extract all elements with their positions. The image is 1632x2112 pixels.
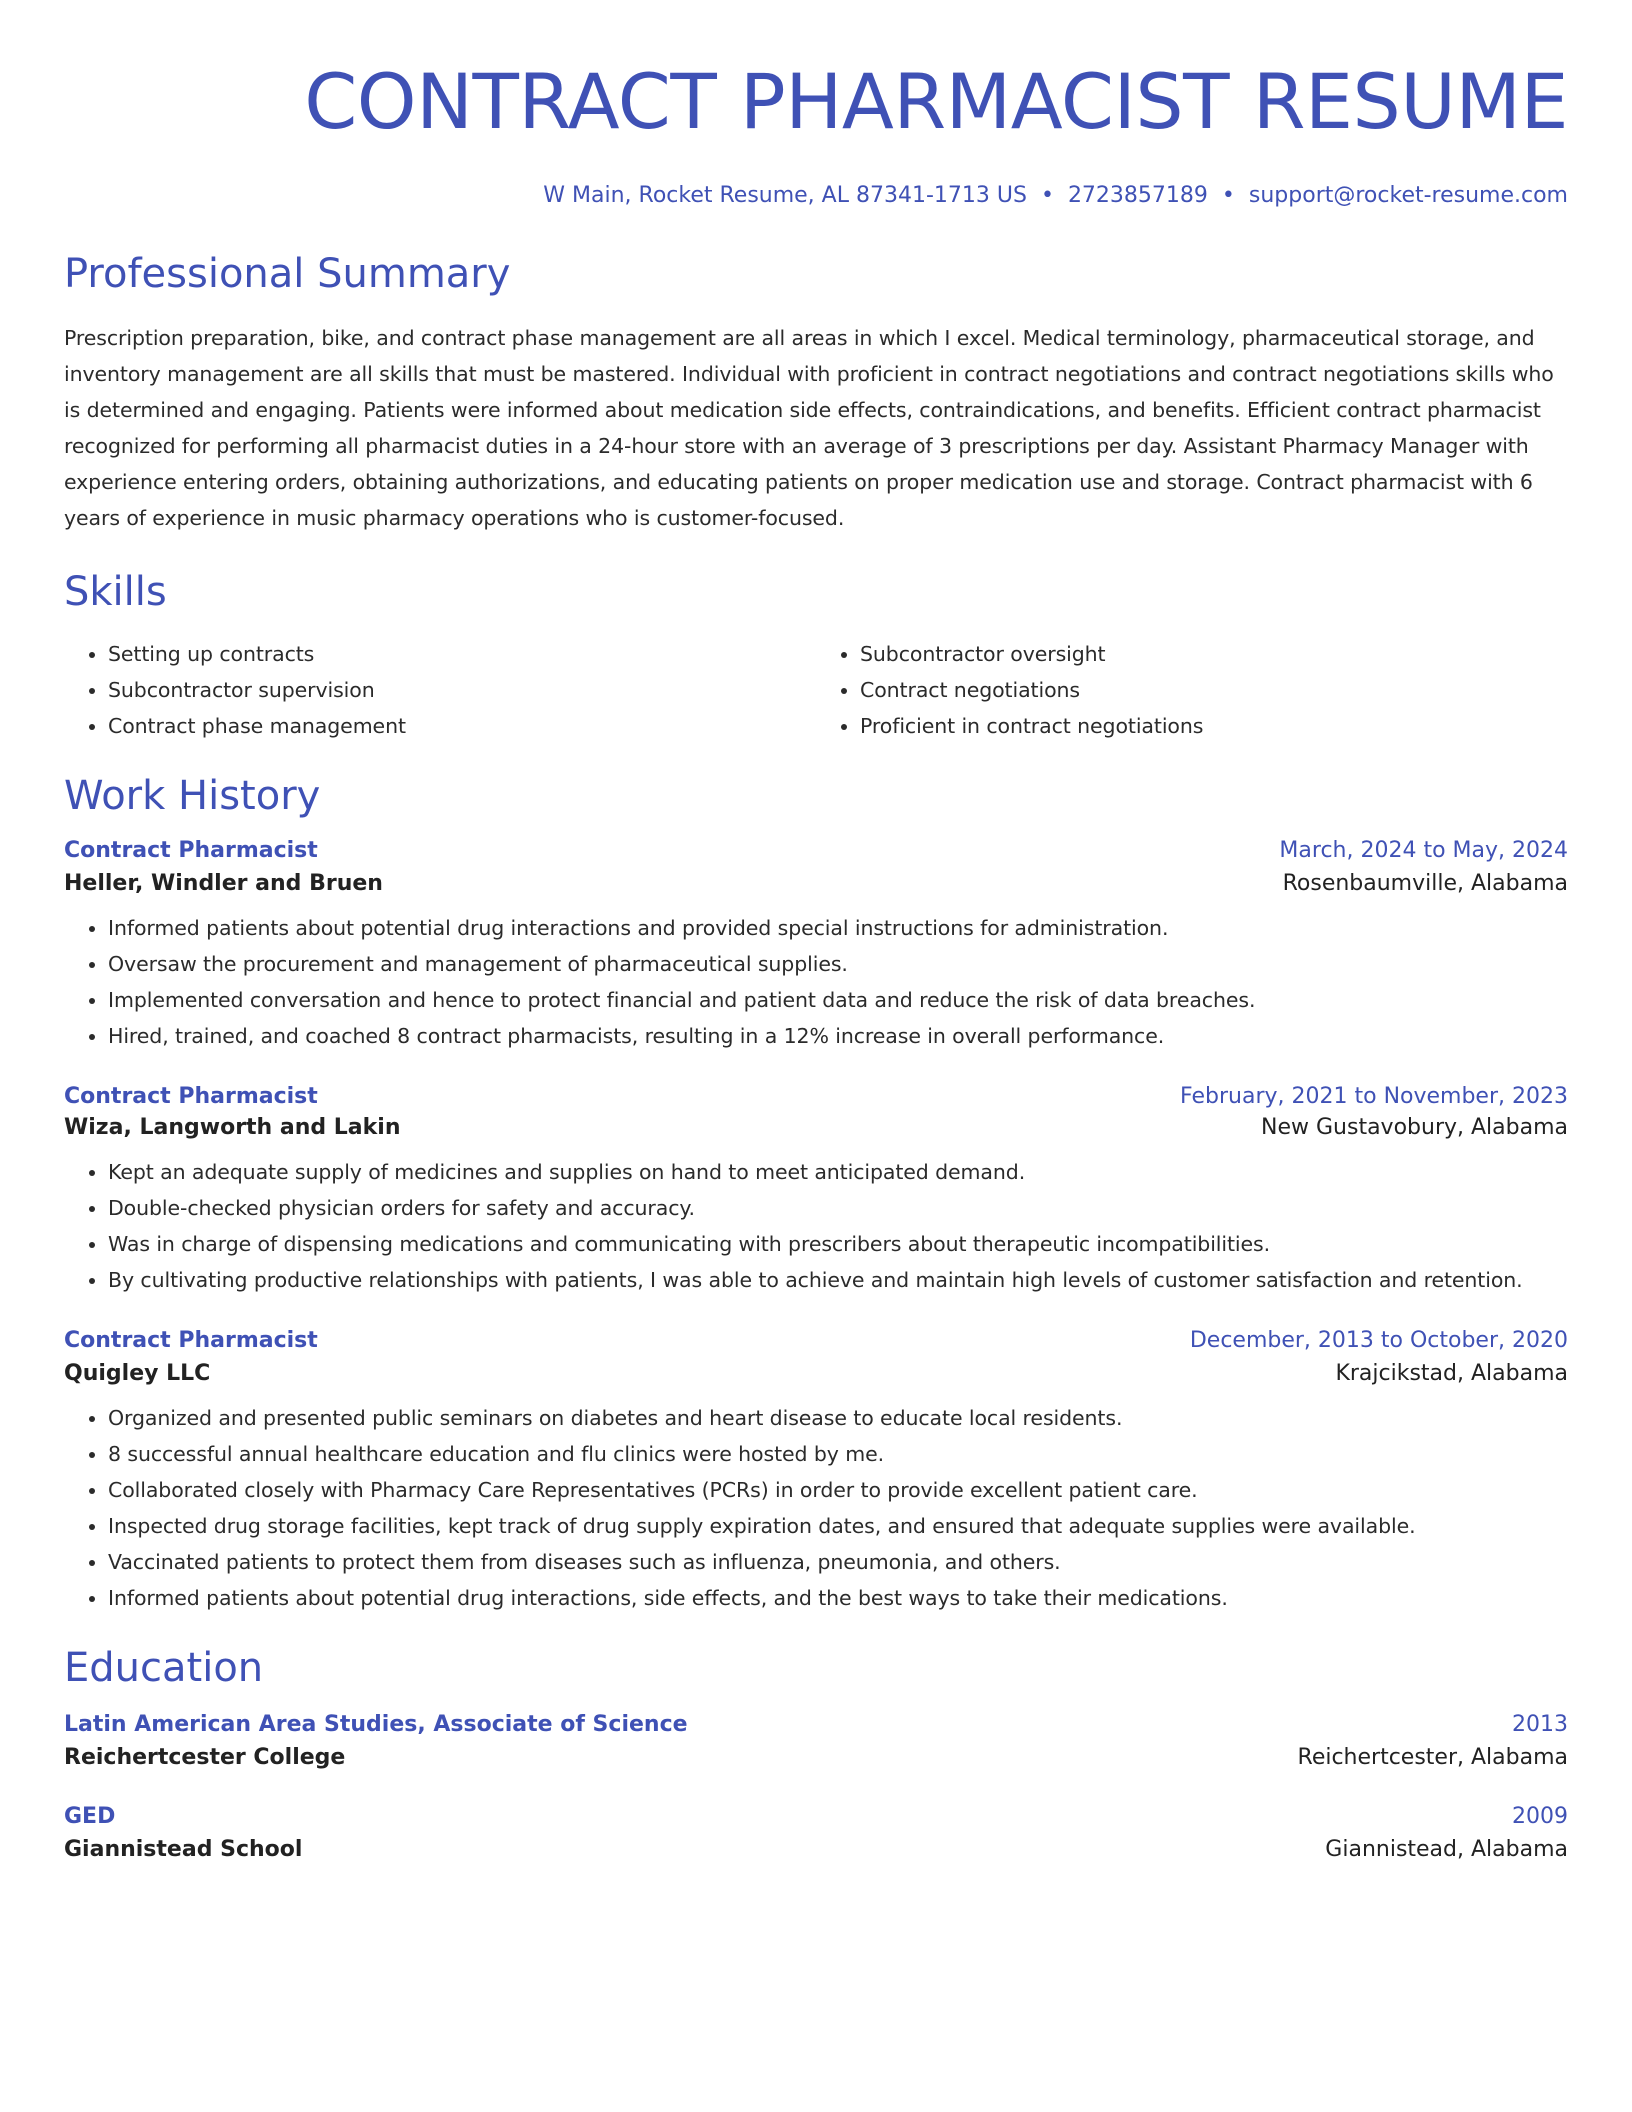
skill-item: • Subcontractor oversight	[860, 636, 1568, 672]
job-bullet: • Informed patients about potential drug interactions and provided special instructions for administration.	[108, 910, 1568, 946]
skills-heading: Skills	[64, 569, 167, 615]
skill-item: • Proficient in contract negotiations	[860, 708, 1568, 744]
job-bullet: • By cultivating productive relationships with patients, I was able to achieve and maintain high levels of customer satisfaction and retention.	[108, 1262, 1568, 1298]
job-location: New Gustavobury, Alabama	[1261, 1115, 1568, 1140]
skills-column-left	[64, 636, 816, 744]
job-bullet: • Inspected drug storage facilities, kept track of drug supply expiration dates, and ensured that adequate supplies were available.	[108, 1508, 1568, 1544]
contact-line	[64, 180, 1568, 212]
contact-email: support@rocket-resume.com	[1248, 183, 1568, 208]
job-bullets	[64, 910, 1568, 1054]
education-year: 2009	[1512, 1804, 1568, 1829]
job-company: Wiza, Langworth and Lakin	[64, 1115, 401, 1140]
job-header	[64, 1084, 1568, 1109]
education-school: Reichertcester College	[64, 1745, 346, 1770]
job-bullets	[64, 1400, 1568, 1616]
skill-item: • Contract phase management	[108, 708, 816, 744]
job-title: Contract Pharmacist	[64, 838, 318, 863]
skill-item: • Subcontractor supervision	[108, 672, 816, 708]
job-bullet: • Organized and presented public seminars on diabetes and heart disease to educate local residents.	[108, 1400, 1568, 1436]
skills-column-right	[816, 636, 1568, 744]
job-bullet: • Vaccinated patients to protect them from diseases such as influenza, pneumonia, and others.	[108, 1544, 1568, 1580]
job-dates: December, 2013 to October, 2020	[1189, 1328, 1568, 1353]
job-title: Contract Pharmacist	[64, 1328, 318, 1353]
job-company: Quigley LLC	[64, 1361, 211, 1386]
job-bullet: • Implemented conversation and hence to protect financial and patient data and reduce the risk of data breaches.	[108, 982, 1568, 1018]
summary-text: Prescription preparation, bike, and contract phase management are all areas in which I excel. Medical terminology, pharmaceutical storage, and inventory management are all skills that must be mastered. Individual with proficient in contract negotiations and contract negotiations skills who is determined and engaging. Patients were informed about medication side effects, contraindications, and benefits. Efficient contract pharmacist recognized for performing all pharmacist duties in a 24-hour store with an average of 3 prescriptions per day. Assistant Pharmacy Manager with experience entering orders, obtaining authorizations, and educating patients on proper medication use and storage. Contract pharmacist with 6 years of experience in music pharmacy operations who is customer-focused.	[64, 326, 1554, 530]
job-entry	[64, 1328, 1568, 1616]
job-company: Heller, Windler and Bruen	[64, 871, 383, 896]
contact-separator: •	[1221, 183, 1235, 208]
education-subheader	[64, 1837, 1568, 1862]
summary-heading: Professional Summary	[64, 251, 511, 297]
education-location: Reichertcester, Alabama	[1297, 1745, 1568, 1770]
job-subheader	[64, 871, 1568, 896]
job-bullets	[64, 1154, 1568, 1298]
job-entry	[64, 838, 1568, 1054]
job-header	[64, 838, 1568, 863]
education-degree: Latin American Area Studies, Associate of Science	[64, 1712, 688, 1737]
skill-item: • Contract negotiations	[860, 672, 1568, 708]
education-degree: GED	[64, 1804, 116, 1829]
education-heading: Education	[64, 1645, 264, 1691]
education-subheader	[64, 1745, 1568, 1770]
job-bullet: • Was in charge of dispensing medications and communicating with prescribers about therapeutic incompatibilities.	[108, 1226, 1568, 1262]
job-bullet: • 8 successful annual healthcare education and flu clinics were hosted by me.	[108, 1436, 1568, 1472]
skill-item: • Setting up contracts	[108, 636, 816, 672]
skills-list	[64, 636, 1568, 744]
job-bullet: • Oversaw the procurement and management of pharmaceutical supplies.	[108, 946, 1568, 982]
education-location: Giannistead, Alabama	[1325, 1837, 1568, 1862]
education-header	[64, 1804, 1568, 1829]
education-school: Giannistead School	[64, 1837, 303, 1862]
job-entry	[64, 1084, 1568, 1298]
job-bullet: • Double-checked physician orders for safety and accuracy.	[108, 1190, 1568, 1226]
job-bullet: • Hired, trained, and coached 8 contract pharmacists, resulting in a 12% increase in overall performance.	[108, 1018, 1568, 1054]
job-bullet: • Informed patients about potential drug interactions, side effects, and the best ways to take their medications.	[108, 1580, 1568, 1616]
contact-separator: •	[1040, 183, 1054, 208]
job-location: Rosenbaumville, Alabama	[1282, 871, 1568, 896]
education-entry	[64, 1804, 1568, 1862]
education-year: 2013	[1512, 1712, 1568, 1737]
work-heading: Work History	[64, 773, 321, 819]
contact-phone: 2723857189	[1067, 183, 1208, 208]
job-header	[64, 1328, 1568, 1353]
job-bullet: • Kept an adequate supply of medicines and supplies on hand to meet anticipated demand.	[108, 1154, 1568, 1190]
job-bullet: • Collaborated closely with Pharmacy Care Representatives (PCRs) in order to provide excellent patient care.	[108, 1472, 1568, 1508]
job-subheader	[64, 1115, 1568, 1140]
contact-address: W Main, Rocket Resume, AL 87341-1713 US	[543, 183, 1027, 208]
job-subheader	[64, 1361, 1568, 1386]
job-title: Contract Pharmacist	[64, 1084, 318, 1109]
education-header	[64, 1712, 1568, 1737]
job-dates: February, 2021 to November, 2023	[1180, 1084, 1568, 1109]
job-dates: March, 2024 to May, 2024	[1279, 838, 1568, 863]
resume-title: CONTRACT PHARMACIST RESUME	[304, 57, 1568, 146]
job-location: Krajcikstad, Alabama	[1335, 1361, 1568, 1386]
education-entry	[64, 1712, 1568, 1770]
